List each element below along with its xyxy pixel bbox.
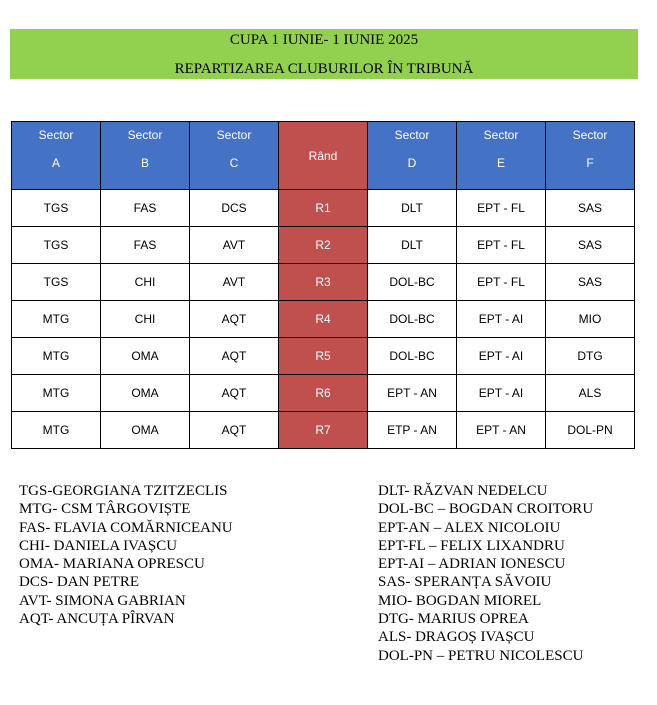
table-cell: AVT — [190, 264, 279, 301]
col-header-sector-e: Sector E — [457, 122, 546, 190]
legend-item: EPT-AI – ADRIAN IONESCU — [378, 556, 566, 573]
col-header-sector-a: Sector A — [12, 122, 101, 190]
page-subtitle: REPARTIZAREA CLUBURILOR ÎN TRIBUNĂ — [174, 61, 474, 77]
table-cell: MTG — [12, 301, 101, 338]
table-cell: EPT - AI — [457, 375, 546, 412]
table-cell: TGS — [12, 264, 101, 301]
legend-item: SAS- SPERANȚA SĂVOIU — [378, 574, 552, 591]
legend-item: DOL-BC – BOGDAN CROITORU — [378, 501, 594, 518]
legend-item: MTG- CSM TÂRGOVIȘTE — [19, 501, 191, 518]
legend-item: EPT-FL – FELIX LIXANDRU — [378, 537, 565, 554]
legend-item: MIO- BOGDAN MIOREL — [378, 592, 542, 609]
table-cell: SAS — [546, 264, 635, 301]
table-cell: DOL-BC — [368, 264, 457, 301]
table-cell: MTG — [12, 375, 101, 412]
table-cell: EPT - FL — [457, 264, 546, 301]
table-cell: SAS — [546, 190, 635, 227]
col-header-sector-f: Sector F — [546, 122, 635, 190]
table-cell: AVT — [190, 227, 279, 264]
row-label: R6 — [279, 375, 368, 412]
row-label: R1 — [279, 190, 368, 227]
seating-table — [11, 121, 635, 449]
legend-item: DLT- RĂZVAN NEDELCU — [378, 483, 548, 499]
table-cell: CHI — [101, 301, 190, 338]
title-banner — [10, 29, 638, 79]
table-row — [12, 190, 635, 227]
row-label: R4 — [279, 301, 368, 338]
table-cell: DOL-BC — [368, 338, 457, 375]
legend-right — [378, 482, 593, 665]
table-cell: MTG — [12, 338, 101, 375]
table-cell: EPT - AI — [457, 338, 546, 375]
header-row — [12, 122, 635, 190]
row-label: R3 — [279, 264, 368, 301]
table-cell: EPT - FL — [457, 227, 546, 264]
row-label: R5 — [279, 338, 368, 375]
row-label: R7 — [279, 412, 368, 449]
table-row — [12, 227, 635, 264]
table-cell: DOL-PN — [546, 412, 635, 449]
col-header-sector-b: Sector B — [101, 122, 190, 190]
table-cell: AQT — [190, 338, 279, 375]
col-header-rand: Rând — [279, 122, 368, 190]
table-row — [12, 412, 635, 449]
table-cell: AQT — [190, 412, 279, 449]
table-cell: FAS — [101, 190, 190, 227]
table-cell: DTG — [546, 338, 635, 375]
table-row — [12, 375, 635, 412]
row-label: R2 — [279, 227, 368, 264]
legend-item: CHI- DANIELA IVAȘCU — [19, 537, 178, 554]
table-cell: EPT - AN — [457, 412, 546, 449]
table-row — [12, 338, 635, 375]
col-header-sector-d: Sector D — [368, 122, 457, 190]
legend-item: AQT- ANCUȚA PÎRVAN — [19, 611, 175, 628]
table-cell: EPT - AI — [457, 301, 546, 338]
table-cell: ALS — [546, 375, 635, 412]
table-cell: AQT — [190, 301, 279, 338]
table-cell: DLT — [368, 190, 457, 227]
event-title: CUPA 1 IUNIE- 1 IUNIE 2025 — [229, 32, 419, 48]
table-cell: EPT - AN — [368, 375, 457, 412]
table-cell: MIO — [546, 301, 635, 338]
legend-item: DCS- DAN PETRE — [19, 574, 140, 591]
col-header-sector-c: Sector C — [190, 122, 279, 190]
table-cell: OMA — [101, 375, 190, 412]
legend-item: FAS- FLAVIA COMĂRNICEANU — [19, 519, 233, 536]
table-row — [12, 264, 635, 301]
legend-left — [19, 482, 233, 628]
table-cell: AQT — [190, 375, 279, 412]
legend-item: AVT- SIMONA GABRIAN — [19, 592, 186, 609]
legend-item: ALS- DRAGOȘ IVAȘCU — [378, 629, 535, 646]
table-cell: ETP - AN — [368, 412, 457, 449]
legend-item: EPT-AN – ALEX NICOLOIU — [378, 519, 561, 536]
table-cell: MTG — [12, 412, 101, 449]
table-cell: TGS — [12, 227, 101, 264]
table-cell: DCS — [190, 190, 279, 227]
table-cell: OMA — [101, 412, 190, 449]
legend-item: DTG- MARIUS OPREA — [378, 611, 529, 628]
table-cell: EPT - FL — [457, 190, 546, 227]
legend-item: TGS-GEORGIANA TZITZECLIS — [19, 483, 228, 499]
table-cell: TGS — [12, 190, 101, 227]
table-cell: FAS — [101, 227, 190, 264]
legend-item: OMA- MARIANA OPRESCU — [19, 556, 205, 573]
table-cell: SAS — [546, 227, 635, 264]
table-cell: DOL-BC — [368, 301, 457, 338]
table-cell: OMA — [101, 338, 190, 375]
legend-item: DOL-PN – PETRU NICOLESCU — [378, 647, 584, 664]
table-row — [12, 301, 635, 338]
table-cell: CHI — [101, 264, 190, 301]
table-cell: DLT — [368, 227, 457, 264]
